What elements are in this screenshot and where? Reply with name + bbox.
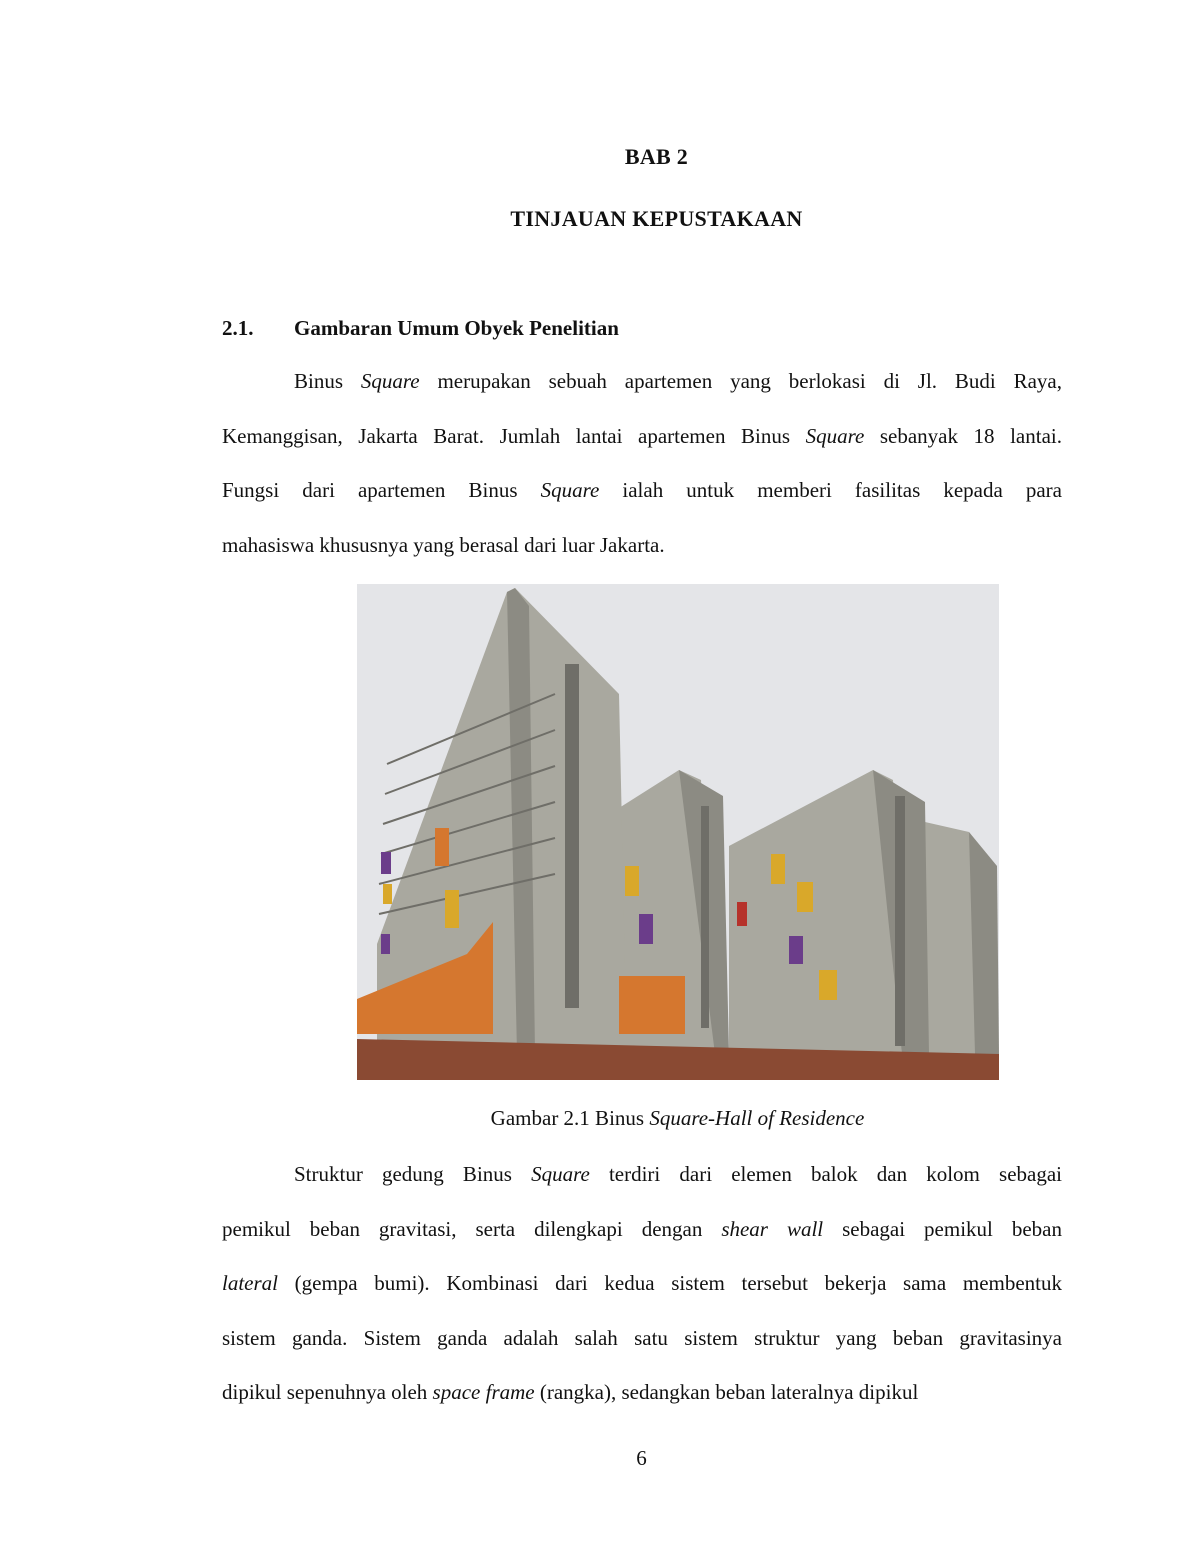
paragraph-1-line-2: Kemanggisan, Jakarta Barat. Jumlah lantai apartemen Binus Square sebanyak 18 lantai. [222, 423, 1062, 448]
window-strip-main [565, 664, 579, 1008]
window-strip-center [701, 806, 709, 1028]
section-heading [222, 316, 619, 341]
window-box-yellow-6 [819, 970, 837, 1000]
window-box-purple-2 [381, 934, 390, 954]
figure-caption: Gambar 2.1 Binus Square-Hall of Residence [490, 1106, 865, 1130]
paragraph-1-line-4: mahasiswa khususnya yang berasal dari luar Jakarta. [222, 532, 665, 557]
paragraph-1-line-1: Binus Square merupakan sebuah apartemen yang berlokasi di Jl. Budi Raya, [294, 369, 1062, 393]
window-box-purple-3 [639, 914, 653, 944]
window-strip-right [895, 796, 905, 1046]
window-box-red [737, 902, 747, 926]
paragraph-2-line-4: sistem ganda. Sistem ganda adalah salah satu sistem struktur yang beban gravitasinya [222, 1325, 1062, 1350]
podium-orange-center [619, 976, 685, 1034]
chapter-number: BAB 2 [624, 144, 689, 169]
paragraph-2-line-3: lateral (gempa bumi). Kombinasi dari kedua sistem tersebut bekerja sama membentuk [222, 1271, 1062, 1295]
window-box-yellow [445, 890, 459, 928]
section-title: Gambaran Umum Obyek Penelitian [294, 316, 619, 340]
paragraph-1-line-3: Fungsi dari apartemen Binus Square ialah untuk memberi fasilitas kepada para [222, 478, 1062, 502]
window-box-yellow-5 [797, 882, 813, 912]
paragraph-2-line-1: Struktur gedung Binus Square terdiri dari elemen balok dan kolom sebagai [294, 1162, 1062, 1186]
window-box-purple-4 [789, 936, 803, 964]
paragraph-2-line-5: dipikul sepenuhnya oleh space frame (rangka), sedangkan beban lateralnya dipikul [222, 1380, 919, 1404]
paragraph-2 [222, 1147, 1062, 1420]
binus-square-building-illustration [357, 584, 999, 1080]
building-photo [357, 584, 999, 1080]
window-box-purple [381, 852, 391, 874]
page-number: 6 [636, 1446, 647, 1470]
paragraph-2-line-2: pemikul beban gravitasi, serta dilengkapi dengan shear wall sebagai pemikul beban [222, 1216, 1063, 1241]
paragraph-1 [222, 354, 1062, 572]
window-box-yellow-2 [383, 884, 392, 904]
window-box-yellow-4 [771, 854, 785, 884]
window-box-yellow-3 [625, 866, 639, 896]
window-box-orange [435, 828, 449, 866]
section-number: 2.1. [222, 316, 254, 340]
chapter-title: TINJAUAN KEPUSTAKAAN [510, 206, 803, 231]
